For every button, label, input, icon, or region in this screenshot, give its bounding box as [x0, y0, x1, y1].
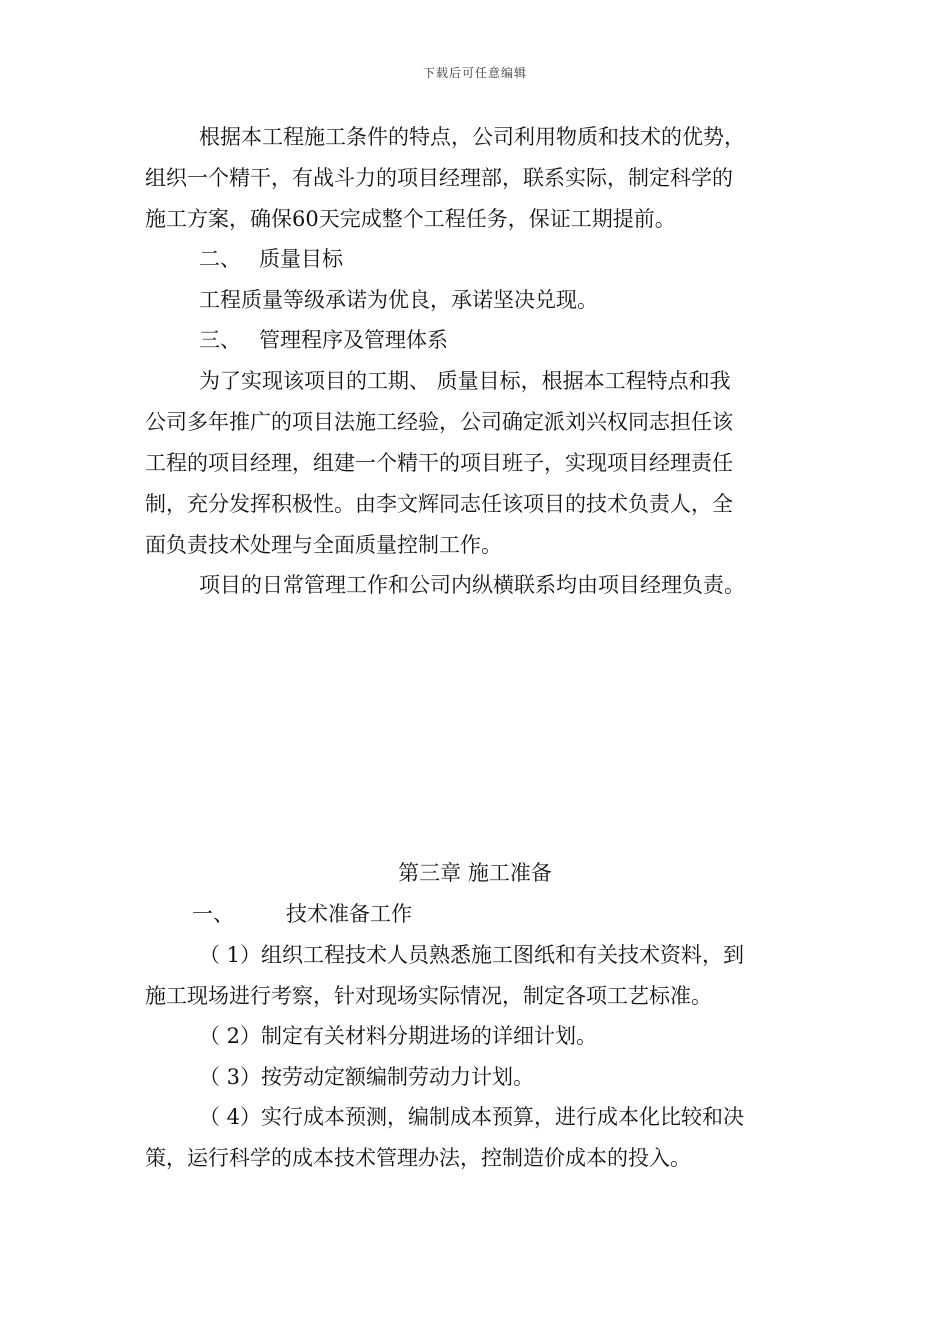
- item3: （ 3）按劳动定额编制劳动力计划。: [199, 1065, 535, 1089]
- heading-text: 质量目标: [259, 247, 343, 271]
- heading-number: 二、: [199, 247, 241, 271]
- heading-number: 三、: [199, 328, 241, 352]
- para2-line3: 工程的项目经理，组建一个精干的项目班子，实现项目经理责任: [145, 451, 733, 475]
- page-header: 下载后可任意编辑: [422, 66, 527, 80]
- chapter-title: 第三章 施工准备: [398, 861, 552, 885]
- heading-text: 管理程序及管理体系: [259, 328, 448, 352]
- para2-line4: 制，充分发挥积极性。由李文辉同志任该项目的技术负责人，全: [145, 492, 733, 516]
- item4-line1: （ 4）实行成本预测，编制成本预算，进行成本化比较和决: [199, 1105, 745, 1129]
- item1-line2: 施工现场进行考察，针对现场实际情况，制定各项工艺标准。: [145, 984, 712, 1008]
- item2: （ 2）制定有关材料分期进场的详细计划。: [199, 1024, 598, 1048]
- heading-management: [199, 325, 805, 355]
- heading-text: 技术准备工作: [286, 902, 412, 926]
- para2-line1: 为了实现该项目的工期、 质量目标，根据本工程特点和我: [199, 369, 731, 393]
- heading-tech-prep: [192, 899, 792, 929]
- para2-line5: 面负责技术处理与全面质量控制工作。: [145, 533, 502, 557]
- quality-text: 工程质量等级承诺为优良，承诺坚决兑现。: [199, 288, 598, 312]
- para2-line2: 公司多年推广的项目法施工经验，公司确定派刘兴权同志担任该: [145, 410, 733, 434]
- heading-quality-target: [199, 244, 805, 274]
- item1-line1: （ 1）组织工程技术人员熟悉施工图纸和有关技术资料，到: [199, 943, 745, 967]
- para1-line1: 根据本工程施工条件的特点，公司利用物质和技术的优势，: [199, 125, 745, 149]
- para3: 项目的日常管理工作和公司内纵横联系均由项目经理负责。: [199, 573, 745, 597]
- heading-number: 一、: [192, 902, 234, 926]
- item4-line2: 策，运行科学的成本技术管理办法，控制造价成本的投入。: [145, 1146, 691, 1170]
- para1-line2: 组织一个精干，有战斗力的项目经理部，联系实际，制定科学的: [145, 166, 733, 190]
- para1-line3: 施工方案，确保60天完成整个工程任务，保证工期提前。: [145, 207, 676, 231]
